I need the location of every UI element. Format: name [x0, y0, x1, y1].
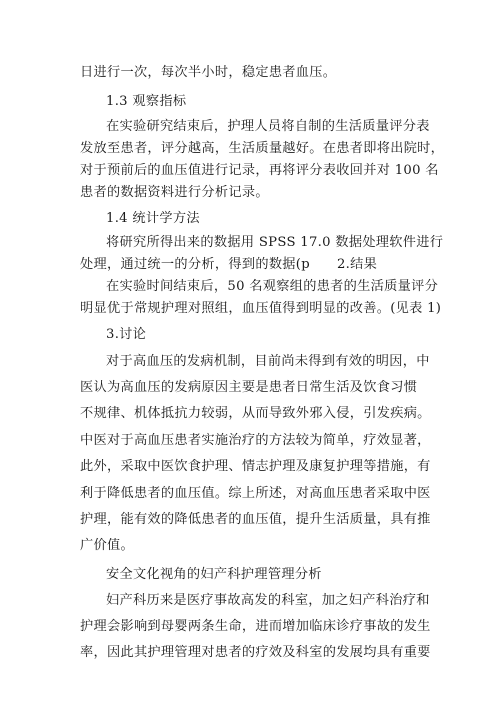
paragraph-line: 明显优于常规护理对照组，血压值得到明显的改善。(见表 1)	[80, 301, 442, 316]
paragraph-line: 率，因此其护理管理对患者的疗效及科室的发展均具有重要	[80, 645, 431, 660]
section-heading: 1.3 观察指标	[106, 94, 187, 109]
paragraph-line: 医认为高血压的发病原因主要是患者日常生活及饮食习惯	[80, 380, 418, 395]
paragraph-line: 此外，采取中医饮食护理、情志护理及康复护理等措施，有	[80, 459, 431, 474]
paragraph-line: 不规律、机体抵抗力较弱，从而导致外邪入侵，引发疾病。	[80, 406, 431, 421]
paragraph-line: 护理会影响到母婴两条生命，进而增加临床诊疗事故的发生	[80, 619, 431, 634]
paragraph-line: 将研究所得出来的数据用 SPSS 17.0 数据处理软件进行	[106, 235, 444, 250]
article-title: 安全文化视角的妇产科护理管理分析	[106, 567, 322, 582]
section-heading: 1.4 统计学方法	[106, 211, 200, 226]
paragraph-line: 发放至患者，评分越高，生活质量越好。在患者即将出院时，	[80, 141, 445, 156]
paragraph-line: 广价值。	[80, 538, 134, 553]
paragraph-line: 对于高血压的发病机制，目前尚未得到有效的明因，中	[106, 354, 430, 369]
paragraph-line: 利于降低患者的血压值。综上所述，对高血压患者采取中医	[80, 486, 431, 501]
paragraph-line: 中医对于高血压患者实施治疗的方法较为简单，疗效显著，	[80, 433, 431, 448]
paragraph-line: 处理，通过统一的分析，得到的数据(p 2.结果	[80, 257, 378, 272]
paragraph-line: 在实验时间结束后，50 名观察组的患者的生活质量评分	[106, 279, 439, 294]
paragraph-line: 护理，能有效的降低患者的血压值，提升生活质量，具有推	[80, 512, 431, 527]
section-heading: 3.讨论	[106, 327, 147, 342]
paragraph-line: 妇产科历来是医疗事故高发的科室，加之妇产科治疗和	[106, 593, 430, 608]
paragraph-line: 患者的数据资料进行分析记录。	[80, 185, 269, 200]
paragraph-line: 日进行一次，每次半小时，稳定患者血压。	[80, 65, 337, 80]
paragraph-line: 对于预前后的血压值进行记录，再将评分表收回并对 100 名	[80, 163, 439, 178]
paragraph-line: 在实验研究结束后，护理人员将自制的生活质量评分表	[106, 119, 430, 134]
